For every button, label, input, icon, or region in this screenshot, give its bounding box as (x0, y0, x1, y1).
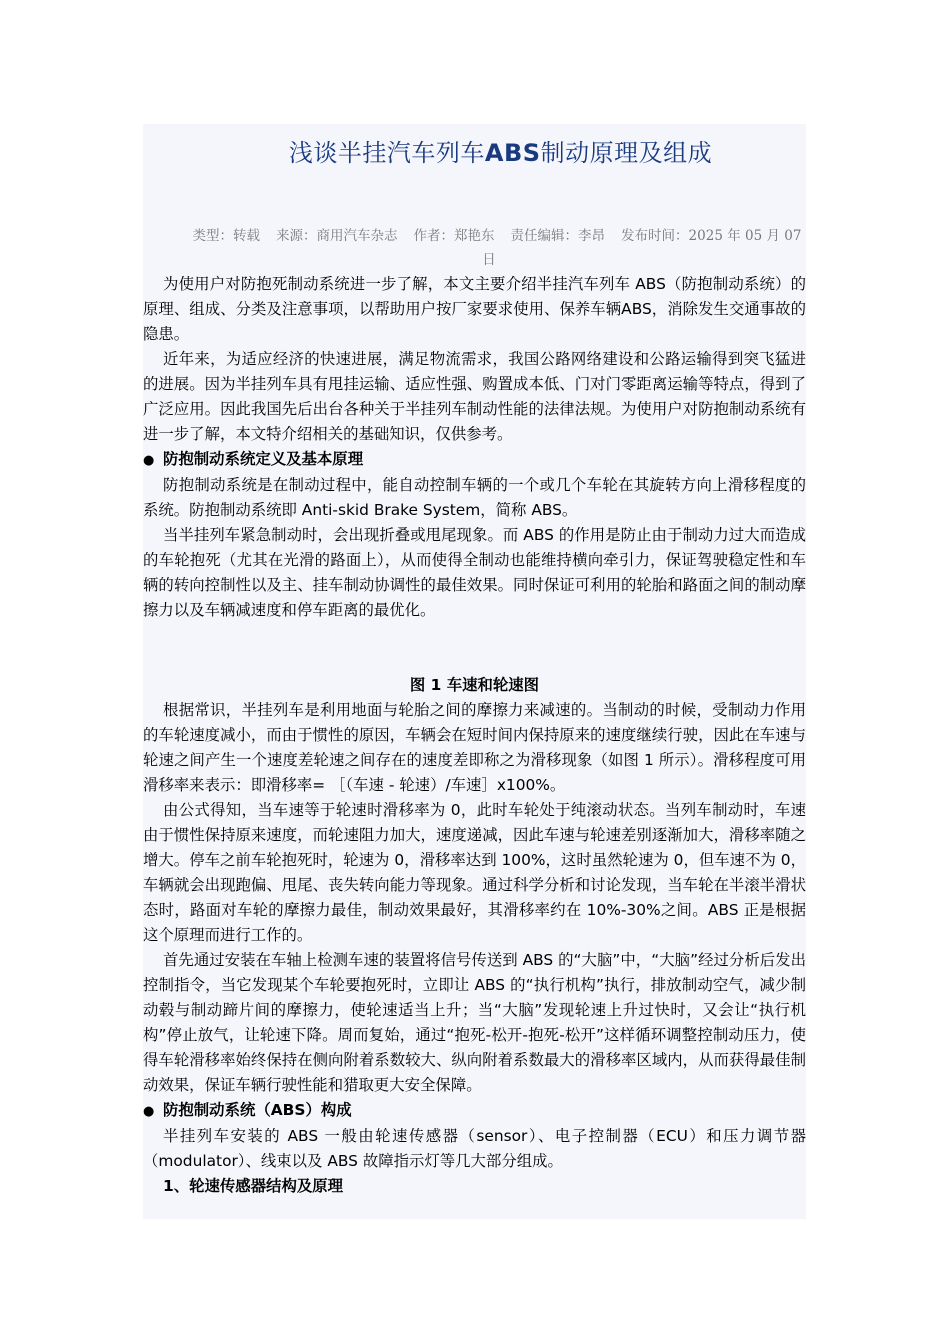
article-title: 浅谈半挂汽车列车ABS制动原理及组成 (288, 139, 713, 167)
paragraph: 半挂列车安装的 ABS 一般由轮速传感器（sensor）、电子控制器（ECU）和压力调节器（modulator）、线束以及 ABS 故障指示灯等几大部分组成。 (143, 1127, 806, 1170)
bullet-icon: ● (143, 453, 155, 468)
article-body (143, 272, 806, 1199)
article-meta (180, 224, 806, 272)
figure-caption: 图 1 车速和轮速图 (409, 676, 540, 694)
paragraph: 根据常识，半挂列车是利用地面与轮胎之间的摩擦力来减速的。当制动的时候，受制动力作用的车轮速度减小，而由于惯性的原因，车辆会在短时间内保持原来的速度继续行驶，因此在车速与轮速之间产生一个速度差轮速之间存在的速度差即称之为滑移现象（如图 1 所示）。滑移程度可用滑移率来表示：即滑移率= ［（车速 - 轮速）/车速］x100%。 (143, 701, 806, 794)
bullet-icon: ● (143, 1104, 155, 1119)
figure-placeholder (143, 623, 806, 673)
section-heading: ● 防抱制动系统定义及基本原理 (143, 447, 806, 473)
meta-author: 作者：郑艳东 (413, 228, 495, 244)
paragraph: 当半挂列车紧急制动时，会出现折叠或甩尾现象。而 ABS 的作用是防止由于制动力过大而造成的车轮抱死（尤其在光滑的路面上），从而使得全制动也能维持横向牵引力，保证驾驶稳定性和车辆的转向控制性以及主、挂车制动协调性的最佳效果。同时保证可利用的轮胎和路面之间的制动摩擦力以及车辆减速度和停车距离的最优化。 (143, 526, 806, 619)
section-heading: ● 防抱制动系统（ABS）构成 (143, 1098, 806, 1124)
paragraph: 防抱制动系统是在制动过程中，能自动控制车辆的一个或几个车轮在其旋转方向上滑移程度的系统。防抱制动系统即 Anti-skid Brake System，简称 ABS。 (143, 476, 806, 519)
paragraph: 首先通过安装在车轴上检测车速的装置将信号传送到 ABS 的“大脑”中，“大脑”经过分析后发出控制指令，当它发现某个车轮要抱死时，立即让 ABS 的“执行机构”执行，排放制动空气，减少制动毂与制动蹄片间的摩擦力，使轮速适当上升；当“大脑”发现轮速上升过快时，又会让“执行机构”停止放气，让轮速下降。周而复始，通过“抱死-松开-抱死-松开”这样循环调整控制动压力，使得车轮滑移率始终保持在侧向附着系数较大、纵向附着系数最大的滑移率区域内，从而获得最佳制动效果，保证车辆行驶性能和猎取更大安全保障。 (143, 951, 806, 1094)
paragraph: 近年来，为适应经济的快速进展，满足物流需求，我国公路网络建设和公路运输得到突飞猛进的进展。因为半挂列车具有甩挂运输、适应性强、购置成本低、门对门零距离运输等特点，得到了广泛应用。因此我国先后出台各种关于半挂列车制动性能的法律法规。为使用户对防抱制动系统有进一步了解，本文特介绍相关的基础知识，仅供参考。 (143, 350, 806, 443)
paragraph: 为使用户对防抱死制动系统进一步了解，本文主要介绍半挂汽车列车 ABS（防抱制动系统）的原理、组成、分类及注意事项，以帮助用户按厂家要求使用、保养车辆ABS，消除发生交通事故的隐患。 (143, 275, 806, 343)
meta-type: 类型：转载 (192, 228, 261, 244)
meta-editor: 责任编辑：李昂 (510, 228, 606, 244)
paragraph: 由公式得知，当车速等于轮速时滑移率为 0，此时车轮处于纯滚动状态。当列车制动时，车速由于惯性保持原来速度，而轮速阻力加大，速度递减，因此车速与轮速差别逐渐加大，滑移率随之增大。停车之前车轮抱死时，轮速为 0，滑移率达到 100%，这时虽然轮速为 0，但车速不为 0，车辆就会出现跑偏、甩尾、丧失转向能力等现象。通过科学分析和讨论发现，当车轮在半滚半滑状态时，路面对车轮的摩擦力最佳，制动效果最好，其滑移率约在 10%-30%之间。ABS 正是根据这个原理而进行工作的。 (143, 801, 806, 944)
meta-source: 来源：商用汽车杂志 (276, 228, 398, 244)
meta-date: 发布时间：2025 年 05 月 07 日 (482, 228, 802, 268)
subsection-heading: 1、轮速传感器结构及原理 (163, 1177, 344, 1195)
